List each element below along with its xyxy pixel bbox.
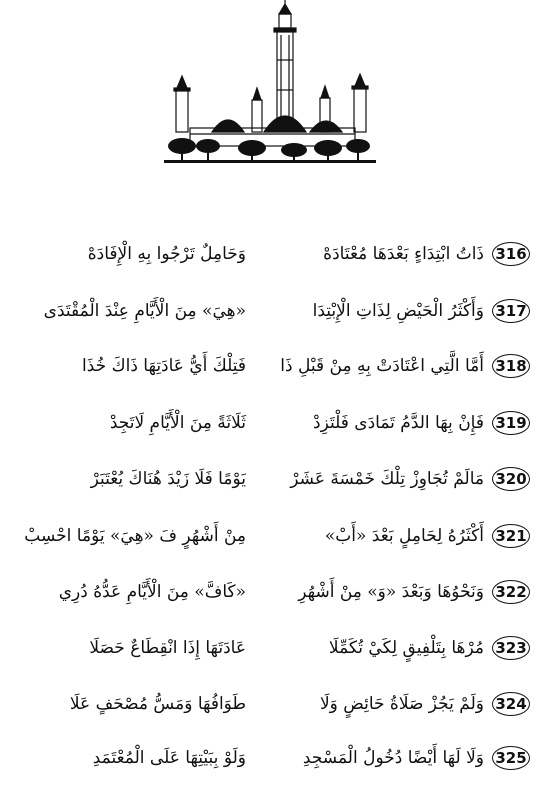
verse-row [0,461,540,513]
verse-first-hemistich: مُرْهَا بِتَلْفِيقٍ لِكَيْ تُكَمِّلَا [328,638,484,658]
verse-number-badge: 321 [492,524,530,548]
verse-number-badge: 317 [492,299,530,323]
verse-row [0,293,540,345]
verse-second-hemistich: وَلَوْ بِبَيْتِهَا عَلَى الْمُعْتَمَدِ [92,748,246,768]
verse-second-hemistich: «هِيَ» مِنَ الْأَيَّامِ عِنْدَ الْمُقْتَدَى [43,301,246,321]
verse-number-badge: 316 [492,242,530,266]
verse-number-badge: 325 [492,746,530,770]
verse-row [0,574,540,626]
verse-row [0,518,540,570]
verse-number-badge: 323 [492,636,530,660]
verse-number-badge: 318 [492,354,530,378]
verse-number-badge: 324 [492,692,530,716]
verse-second-hemistich: «كَافَّ» مِنَ الْأَيَّامِ عَدُّهُ دُرِي [58,582,246,602]
verse-second-hemistich: مِنْ أَشْهُرٍ فَ «هِيَ» يَوْمًا احْسِبْ [24,526,246,546]
verse-first-hemistich: فَإِنْ بِهَا الدَّمُ تَمَادَى فَلْتَزِدْ [313,413,484,433]
verse-row [0,686,540,738]
verse-second-hemistich: يَوْمًا فَلَا زَيْدَ هُنَاكَ يُعْتَبَرْ [90,469,246,489]
verse-row [0,236,540,288]
verse-first-hemistich: أَمَّا الَّتِي اعْتَادَتْ بِهِ مِنْ قَبْلِ ذَا [280,356,484,376]
verse-row [0,405,540,457]
verse-first-hemistich: مَالَمْ تُجَاوِزْ تِلْكَ خَمْسَةَ عَشَرْ [290,469,484,489]
verse-number-badge: 319 [492,411,530,435]
verse-second-hemistich: فَتِلْكَ أَيُّ عَادَتِهَا ذَاكَ خُذَا [82,356,246,376]
verse-number-badge: 322 [492,580,530,604]
verse-second-hemistich: وَحَامِلٌ تَرْجُوا بِهِ الْإِفَادَهْ [87,244,246,264]
verse-row [0,348,540,400]
verse-first-hemistich: وَنَحْوُهَا وَبَعْدَ «وَ» مِنْ أَشْهُرِ [298,582,484,602]
mosque-illustration [160,0,378,172]
verse-second-hemistich: ثَلَاثَةً مِنَ الْأَيَّامِ لَاتَجِدْ [109,413,246,433]
verse-first-hemistich: ذَاتُ ابْتِدَاءٍ بَعْدَهَا مُعْتَادَهْ [323,244,484,264]
verse-first-hemistich: وَأَكْثَرُ الْحَيْضِ لِذَاتِ الْإِبْتِدَا [312,301,484,321]
verse-second-hemistich: عَادَتَهَا إِذَا انْقِطَاعٌ حَصَلَا [89,638,246,658]
verse-first-hemistich: أَكْثَرُهُ لِحَامِلٍ بَعْدَ «أَبْ» [324,526,484,546]
verse-first-hemistich: وَلَا لَهَا أَيْضًا دُخُولُ الْمَسْجِدِ [302,748,484,768]
verse-row [0,630,540,682]
verse-number-badge: 320 [492,467,530,491]
verse-row [0,740,540,792]
verse-first-hemistich: وَلَمْ يَجُزْ صَلَاةُ حَائِضٍ وَلَا [319,694,484,714]
verse-second-hemistich: طَوَافُهَا وَمَسُّ مُصْحَفٍ عَلَا [69,694,246,714]
